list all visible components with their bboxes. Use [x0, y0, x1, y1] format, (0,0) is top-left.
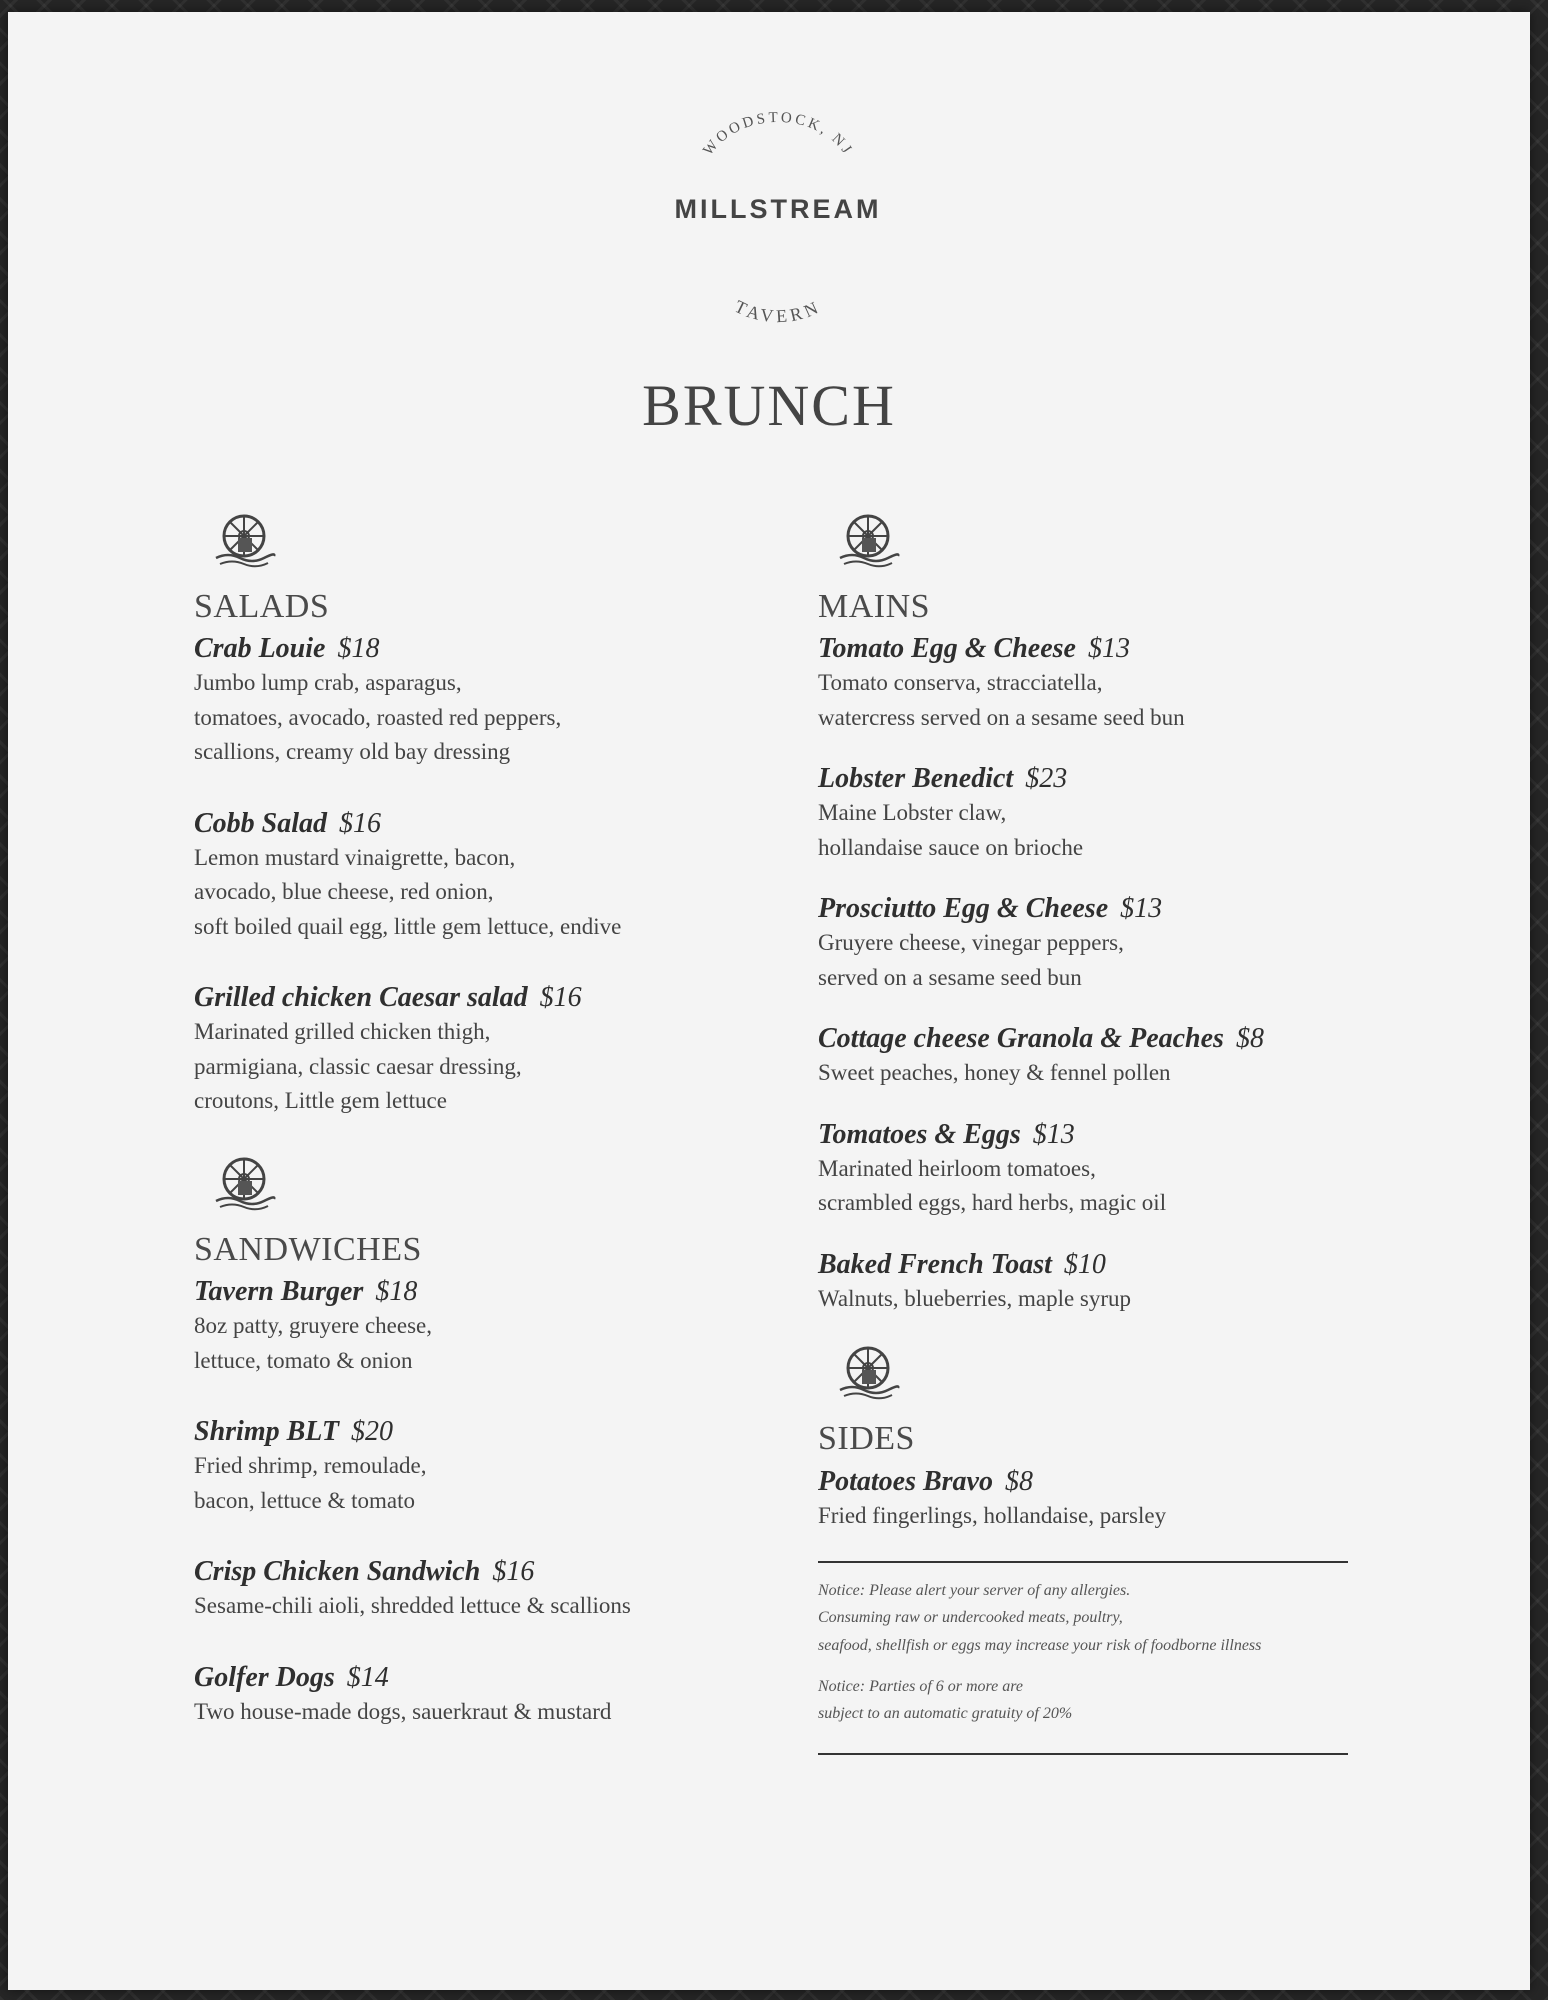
logo-name: MILLSTREAM — [674, 194, 882, 224]
menu-item-name: Prosciutto Egg & Cheese — [818, 893, 1109, 925]
mill-wheel-icon — [212, 512, 276, 570]
menu-item-price: $13 — [1032, 1118, 1075, 1150]
menu-item-name: Baked French Toast — [818, 1248, 1052, 1280]
menu-item-description: Sesame-chili aioli, shredded lettuce & scallions — [194, 1593, 631, 1619]
menu-item-description: Marinated heirloom tomatoes, scrambled eggs, hard herbs, magic oil — [818, 1155, 1167, 1216]
menu-title: BRUNCH — [642, 373, 896, 438]
menu-item-name: Lobster Benedict — [818, 763, 1014, 795]
menu-item-description: Fried shrimp, remoulade, bacon, lettuce & tomato — [194, 1453, 427, 1513]
menu-item-description: Walnuts, blueberries, maple syrup — [818, 1285, 1132, 1311]
menu-item-description: Sweet peaches, honey & fennel pollen — [818, 1060, 1171, 1086]
notice-block — [818, 1563, 1378, 1753]
menu-item — [194, 1414, 774, 1518]
menu-item-price: $8 — [1235, 1023, 1264, 1055]
menu-section-mains — [818, 512, 1378, 1316]
menu-item-price: $16 — [539, 982, 582, 1014]
menu-item-name: Shrimp BLT — [194, 1416, 339, 1448]
mill-wheel-icon — [836, 1344, 900, 1402]
menu-item-price: $13 — [1087, 633, 1130, 665]
menu-item — [194, 980, 774, 1119]
section-title: MAINS — [818, 588, 931, 625]
right-column — [818, 512, 1378, 1755]
menu-item-price: $16 — [492, 1556, 535, 1588]
menu-item-name: Grilled chicken Caesar salad — [194, 982, 528, 1014]
menu-item-name: Crisp Chicken Sandwich — [194, 1556, 481, 1588]
logo-location: WOODSTOCK, NJ — [700, 109, 856, 159]
menu-item-name: Cobb Salad — [194, 807, 328, 839]
menu-item-name: Tavern Burger — [194, 1276, 364, 1308]
left-column — [194, 512, 774, 1765]
menu-item-price: $14 — [346, 1661, 389, 1693]
menu-item-heading — [194, 980, 774, 1015]
menu-item — [194, 1660, 774, 1730]
menu-item-price: $13 — [1120, 893, 1163, 925]
mill-wheel-icon — [836, 512, 900, 570]
menu-item-description: Maine Lobster claw, hollandaise sauce on brioche — [818, 800, 1084, 860]
menu-item-description: Jumbo lump crab, asparagus, tomatoes, avocado, roasted red peppers, scallions, creamy old bay dressing — [194, 670, 562, 765]
menu-item-name: Tomatoes & Eggs — [818, 1118, 1021, 1150]
menu-item-heading — [194, 806, 774, 841]
menu-item-description: Lemon mustard vinaigrette, bacon, avocado, blue cheese, red onion, soft boiled quail egg, little gem lettuce, endive — [194, 844, 622, 939]
logo — [628, 102, 928, 332]
menu-item-heading — [194, 1414, 774, 1449]
menu-item-heading — [818, 1464, 1378, 1499]
logo-subtitle: TAVERN — [731, 296, 825, 327]
menu-item — [818, 761, 1378, 865]
menu-item-price: $20 — [350, 1416, 393, 1448]
menu-item-heading — [194, 1660, 774, 1695]
menu-item-heading — [194, 631, 774, 666]
menu-item-heading — [818, 1117, 1378, 1152]
svg-text:WOODSTOCK, NJ — [700, 110, 856, 159]
mill-wheel-icon — [212, 1155, 276, 1213]
menu-item — [194, 1554, 774, 1624]
menu-item-price: $8 — [1005, 1465, 1033, 1497]
menu-item — [194, 631, 774, 770]
menu-item-name: Cottage cheese Granola & Peaches — [818, 1023, 1224, 1055]
menu-item-heading — [818, 761, 1378, 796]
menu-item-name: Golfer Dogs — [194, 1661, 335, 1693]
menu-item-description: Gruyere cheese, vinegar peppers, served on a sesame seed bun — [818, 930, 1124, 990]
menu-item — [194, 1274, 774, 1378]
menu-item — [818, 1117, 1378, 1221]
menu-item — [818, 1464, 1378, 1534]
menu-item-name: Potatoes Bravo — [818, 1465, 993, 1497]
svg-text:TAVERN — [732, 296, 825, 326]
menu-item-heading — [818, 1021, 1378, 1056]
menu-item-heading — [818, 891, 1378, 926]
notice-text: Notice: Please alert your server of any allergies. Consuming raw or undercooked meats, poultry, seafood, shellfish or eggs may increase your risk of foodborne illness — [818, 1582, 1262, 1654]
notice-text: Notice: Parties of 6 or more are subject to an automatic gratuity of 20% — [818, 1677, 1073, 1723]
menu-item-heading — [818, 631, 1378, 666]
menu-section-sandwiches — [194, 1155, 774, 1729]
divider — [818, 1753, 1348, 1755]
menu-item-heading — [194, 1554, 774, 1589]
menu-item — [194, 806, 774, 945]
menu-item-description: Two house-made dogs, sauerkraut & mustard — [194, 1698, 612, 1724]
menu-item-heading — [818, 1247, 1378, 1282]
section-title: SANDWICHES — [194, 1230, 422, 1268]
menu-item-description: Marinated grilled chicken thigh, parmigiana, classic caesar dressing, croutons, Little gem lettuce — [194, 1019, 522, 1114]
menu-item-description: 8oz patty, gruyere cheese, lettuce, tomato & onion — [194, 1313, 432, 1373]
menu-item-name: Tomato Egg & Cheese — [818, 633, 1076, 665]
menu-item — [818, 631, 1378, 735]
menu-item-price: $18 — [337, 633, 380, 665]
menu-item-price: $18 — [375, 1276, 418, 1308]
menu-item-price: $16 — [339, 807, 382, 839]
section-title: SIDES — [818, 1420, 915, 1458]
menu-item-description: Tomato conserva, stracciatella, watercress served on a sesame seed bun — [818, 670, 1185, 730]
menu-item-price: $23 — [1025, 763, 1068, 795]
menu-paper — [8, 12, 1530, 1990]
menu-section-sides — [818, 1344, 1378, 1533]
menu-item-description: Fried fingerlings, hollandaise, parsley — [818, 1502, 1167, 1528]
menu-item-name: Crab Louie — [194, 633, 326, 665]
menu-item-heading — [194, 1274, 774, 1309]
menu-item-price: $10 — [1063, 1248, 1106, 1280]
section-title: SALADS — [194, 588, 330, 625]
menu-item — [818, 891, 1378, 995]
menu-item — [818, 1247, 1378, 1317]
menu-item — [818, 1021, 1378, 1091]
menu-section-salads — [194, 512, 774, 1119]
